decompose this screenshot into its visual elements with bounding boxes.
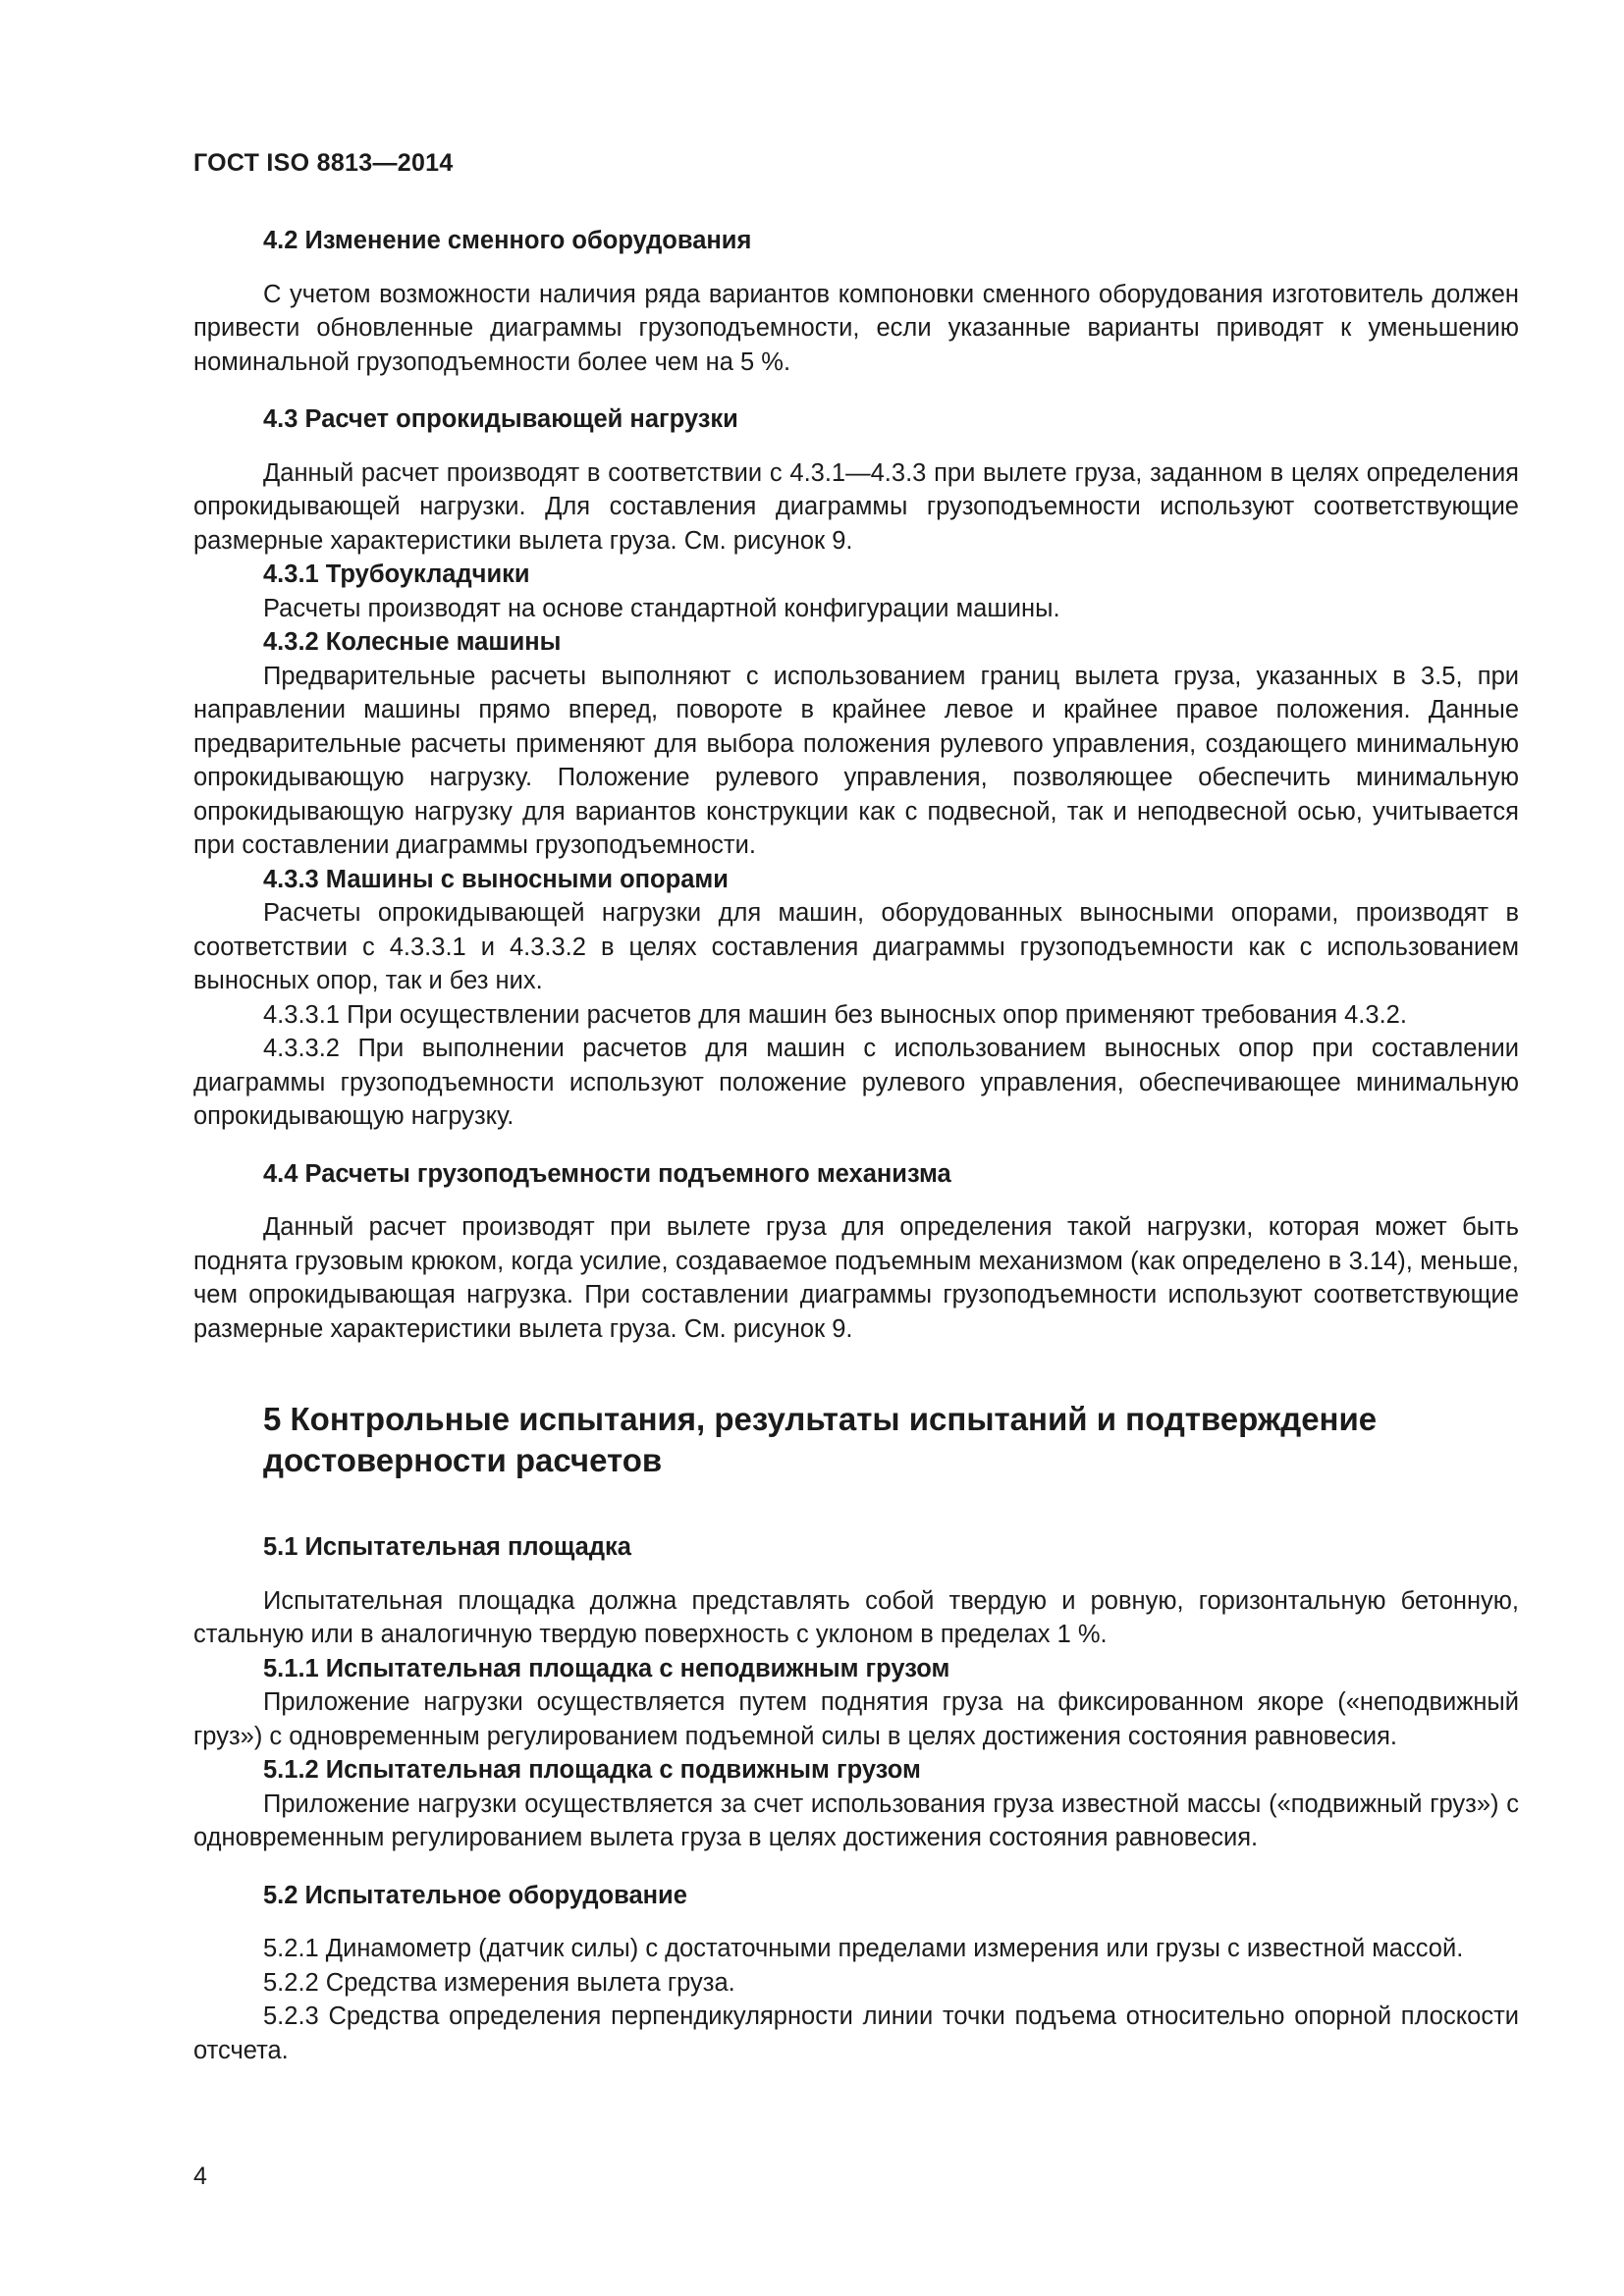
paragraph: Испытательная площадка должна представлять собой твердую и ровную, горизонтальную бетонную, стальную или в аналогичную твердую поверхность с уклоном в пределах 1 %. <box>193 1586 1519 1648</box>
document-body <box>193 224 1519 2067</box>
paragraph: Данный расчет производят при вылете груза для определения такой нагрузки, которая может быть поднята грузовым крюком, когда усилие, создаваемое подъемным механизмом (как определено в 3.14), меньше, чем опрокидывающая нагрузка. При составлении диаграммы грузоподъемности используют соответствующие размерные характеристики вылета груза. См. рисунок 9. <box>193 1213 1519 1343</box>
page-number: 4 <box>193 2163 207 2190</box>
subsection-heading-4-3-3: 4.3.3 Машины с выносными опорами <box>263 865 729 893</box>
paragraph: Приложение нагрузки осуществляется путем поднятия груза на фиксированном якоре («неподвижный груз») с одновременным регулированием подъемной силы в целях достижения состояния равновесия. <box>193 1688 1519 1750</box>
subsection-heading-4-3-2: 4.3.2 Колесные машины <box>263 628 562 656</box>
paragraph: Приложение нагрузки осуществляется за счет использования груза известной массы («подвижный груз») с одновременным регулированием вылета груза в целях достижения состояния равновесия. <box>193 1789 1519 1851</box>
paragraph: Данный расчет производят в соответствии с 4.3.1—4.3.3 при вылете груза, заданном в целях определения опрокидывающей нагрузки. Для составления диаграммы грузоподъемности используют соответствующие размерные характеристики вылета груза. См. рисунок 9. <box>193 458 1519 555</box>
subsection-heading-4-3-1: 4.3.1 Трубоукладчики <box>263 561 530 588</box>
section-heading-4-3: 4.3 Расчет опрокидывающей нагрузки <box>263 405 738 433</box>
chapter-heading-line: 5 Контрольные испытания, результаты испытаний и подтверждение <box>263 1401 1378 1437</box>
paragraph: Расчеты производят на основе стандартной конфигурации машины. <box>263 594 1060 622</box>
section-heading-4-4: 4.4 Расчеты грузоподъемности подъемного механизма <box>263 1159 951 1188</box>
section-heading-4-2: 4.2 Изменение сменного оборудования <box>263 227 752 254</box>
subsection-heading-5-1-2: 5.1.2 Испытательная площадка с подвижным грузом <box>263 1756 921 1784</box>
section-heading-5-1: 5.1 Испытательная площадка <box>263 1533 631 1561</box>
list-item: 5.2.3 Средства определения перпендикулярности линии точки подъема относительно опорной плоскости отсчета. <box>193 2002 1519 2064</box>
paragraph: Расчеты опрокидывающей нагрузки для машин, оборудованных выносными опорами, производят в соответствии с 4.3.3.1 и 4.3.3.2 в целях составления диаграммы грузоподъемности как с использованием выносных опор, так и без них. <box>193 899 1519 994</box>
list-item: 5.2.2 Средства измерения вылета груза. <box>263 1968 735 1997</box>
paragraph: С учетом возможности наличия ряда вариантов компоновки сменного оборудования изготовитель должен привести обновленные диаграммы грузоподъемности, если указанные варианты приводят к уменьшению номинальной грузоподъемности более чем на 5 %. <box>193 280 1519 376</box>
section-heading-5-2: 5.2 Испытательное оборудование <box>263 1881 687 1909</box>
paragraph: 4.3.3.1 При осуществлении расчетов для машин без выносных опор применяют требования 4.3.2. <box>263 1000 1407 1029</box>
document-header: ГОСТ ISO 8813—2014 <box>193 149 454 177</box>
chapter-heading-line: достоверности расчетов <box>263 1442 663 1478</box>
subsection-heading-5-1-1: 5.1.1 Испытательная площадка с неподвижным грузом <box>263 1654 950 1682</box>
list-item: 5.2.1 Динамометр (датчик силы) с достаточными пределами измерения или грузы с известной массой. <box>263 1935 1464 1962</box>
paragraph: 4.3.3.2 При выполнении расчетов для машин с использованием выносных опор при составлении диаграммы грузоподъемности используют положение рулевого управления, обеспечивающее минимальную опрокидывающую нагрузку. <box>193 1035 1519 1130</box>
paragraph: Предварительные расчеты выполняют с использованием границ вылета груза, указанных в 3.5, при направлении машины прямо вперед, повороте в крайнее левое и крайнее правое положения. Данные предварительные расчеты применяют для выбора положения рулевого управления, создающего минимальную опрокидывающую нагрузку. Положение рулевого управления, позволяющее обеспечить минимальную опрокидывающую нагрузку для вариантов конструкции как с подвесной, так и неподвесной осью, учитывается при составлении диаграммы грузоподъемности. <box>193 662 1519 859</box>
chapter-heading-5 <box>263 1399 1519 1481</box>
